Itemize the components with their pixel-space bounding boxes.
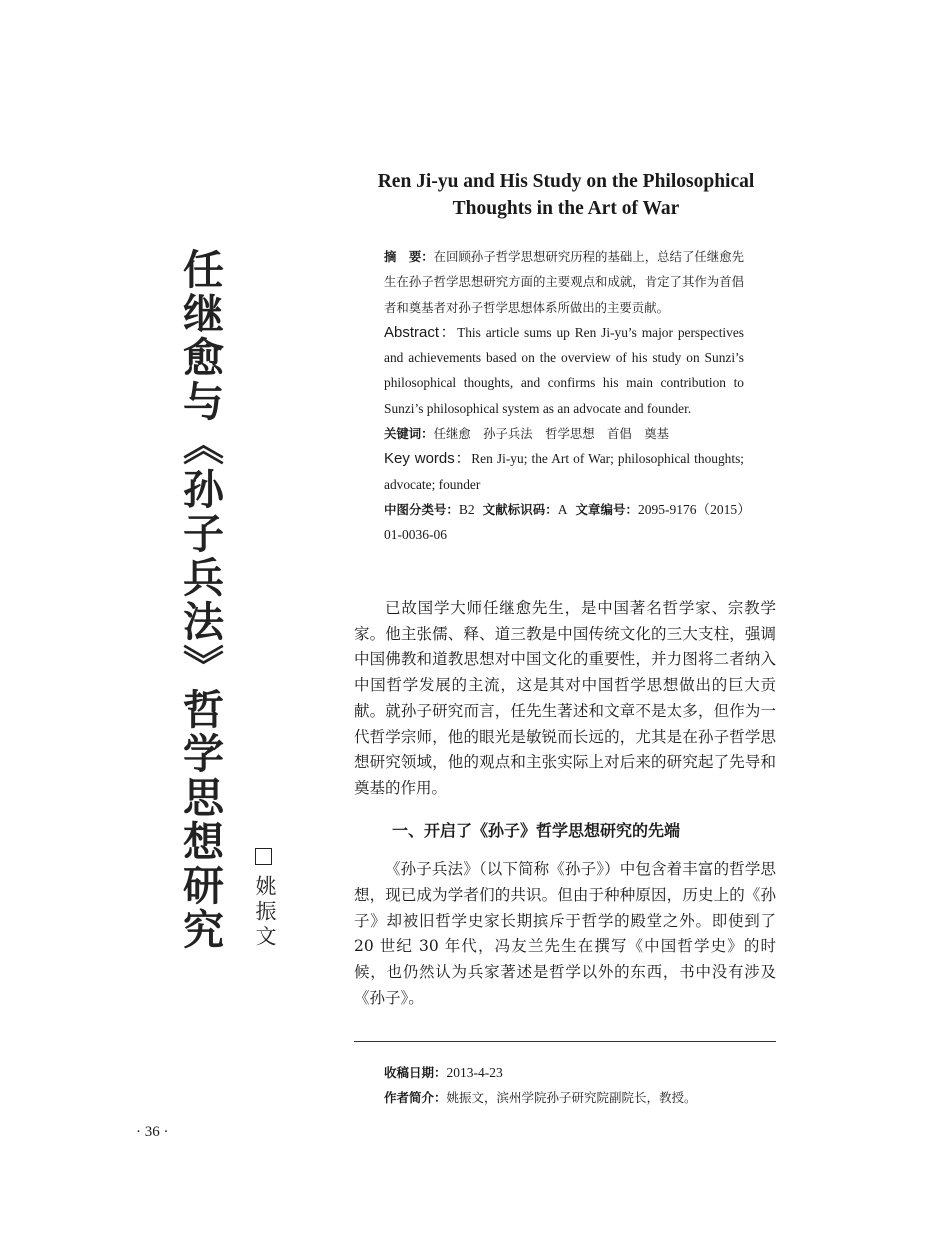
vertical-article-title: 任继愈与《孙子兵法》哲学思想研究: [176, 248, 224, 952]
abstract-en-label: Abstract：: [384, 323, 458, 341]
received-date-line: [384, 1060, 784, 1085]
english-title: [356, 168, 776, 223]
keywords-cn-text: 任继愈 孙子兵法 哲学思想 首倡 奠基: [433, 426, 669, 442]
doc-value: A: [557, 501, 568, 517]
class-value: B2: [458, 501, 475, 517]
page-number: · 36 ·: [136, 1124, 169, 1140]
class-label: 中图分类号：: [384, 501, 459, 517]
abstract-cn-text: 在回顾孙子哲学思想研究历程的基础上，总结了任继愈先生在孙子哲学思想研究方面的主要观点和成就，肯定了其作为首倡者和奠基者对孙子哲学思想体系所做出的主要贡献。: [384, 249, 745, 315]
article-no-value: 2095-9176（2015）01-0036-06: [384, 501, 744, 543]
abstract-block: [354, 244, 744, 548]
article-body: [354, 596, 776, 1012]
author-name: 姚振文: [253, 875, 277, 950]
section-heading-1: 一、开启了《孙子》哲学思想研究的先端: [392, 820, 681, 840]
received-label: 收稿日期：: [384, 1065, 447, 1080]
keywords-en-label: Key words：: [384, 450, 472, 468]
author-bio-value: 姚振文，滨州学院孙子研究院副院长，教授。: [446, 1090, 697, 1105]
keywords-cn-label: 关键词：: [384, 426, 434, 442]
footnote-divider: [354, 1041, 776, 1042]
keywords-cn: [354, 421, 744, 446]
abstract-en: [354, 320, 744, 421]
doc-label: 文献标识码：: [482, 501, 558, 517]
author-box-marker: [255, 848, 272, 865]
classification-line: [354, 497, 744, 548]
article-no-label: 文章编号：: [575, 501, 638, 517]
body-paragraph-1: 已故国学大师任继愈先生，是中国著名哲学家、宗教学家。他主张儒、释、道三教是中国传统文化的三大支柱，强调中国佛教和道教思想对中国文化的重要性，并力图将二者纳入中国哲学发展的主流，这是其对中国哲学思想做出的巨大贡献。就孙子研究而言，任先生著述和文章不是太多，但作为一代哲学宗师，他的眼光是敏锐而长远的，尤其是在孙子哲学思想研究领域，他的观点和主张实际上对后来的研究起了先导和奠基的作用。: [354, 599, 776, 797]
keywords-en-text: Ren Ji-yu; the Art of War; philosophical thoughts; advocate; founder: [384, 451, 744, 492]
footnote-block: [384, 1060, 784, 1110]
english-title-line-1: Ren Ji-yu and His Study on the Philosophical: [377, 171, 755, 192]
abstract-en-text: This article sums up Ren Ji-yu’s major perspectives and achievements based on the overview of his study on Sunzi’s philosophical thoughts, and confirms his main contribution to Sunzi’s philosophical system as an advocate and founder.: [384, 324, 744, 416]
abstract-cn: [354, 244, 744, 320]
body-paragraph-2: 《孙子兵法》（以下简称《孙子》）中包含着丰富的哲学思想，现已成为学者们的共识。但由于种种原因，历史上的《孙子》却被旧哲学史家长期摈斥于哲学的殿堂之外。即使到了 20 世纪 30 年代，冯友兰先生在撰写《中国哲学史》的时候，也仍然认为兵家著述是哲学以外的东西，书中没有涉及《孙子》。: [354, 860, 776, 1007]
received-value: 2013-4-23: [446, 1065, 503, 1080]
author-block: [250, 848, 276, 955]
keywords-en: [354, 446, 744, 497]
author-bio-line: [384, 1085, 784, 1110]
english-title-line-2: Thoughts in the Art of War: [452, 198, 680, 220]
abstract-cn-label: 摘 要：: [384, 249, 434, 264]
author-bio-label: 作者简介：: [384, 1090, 447, 1105]
